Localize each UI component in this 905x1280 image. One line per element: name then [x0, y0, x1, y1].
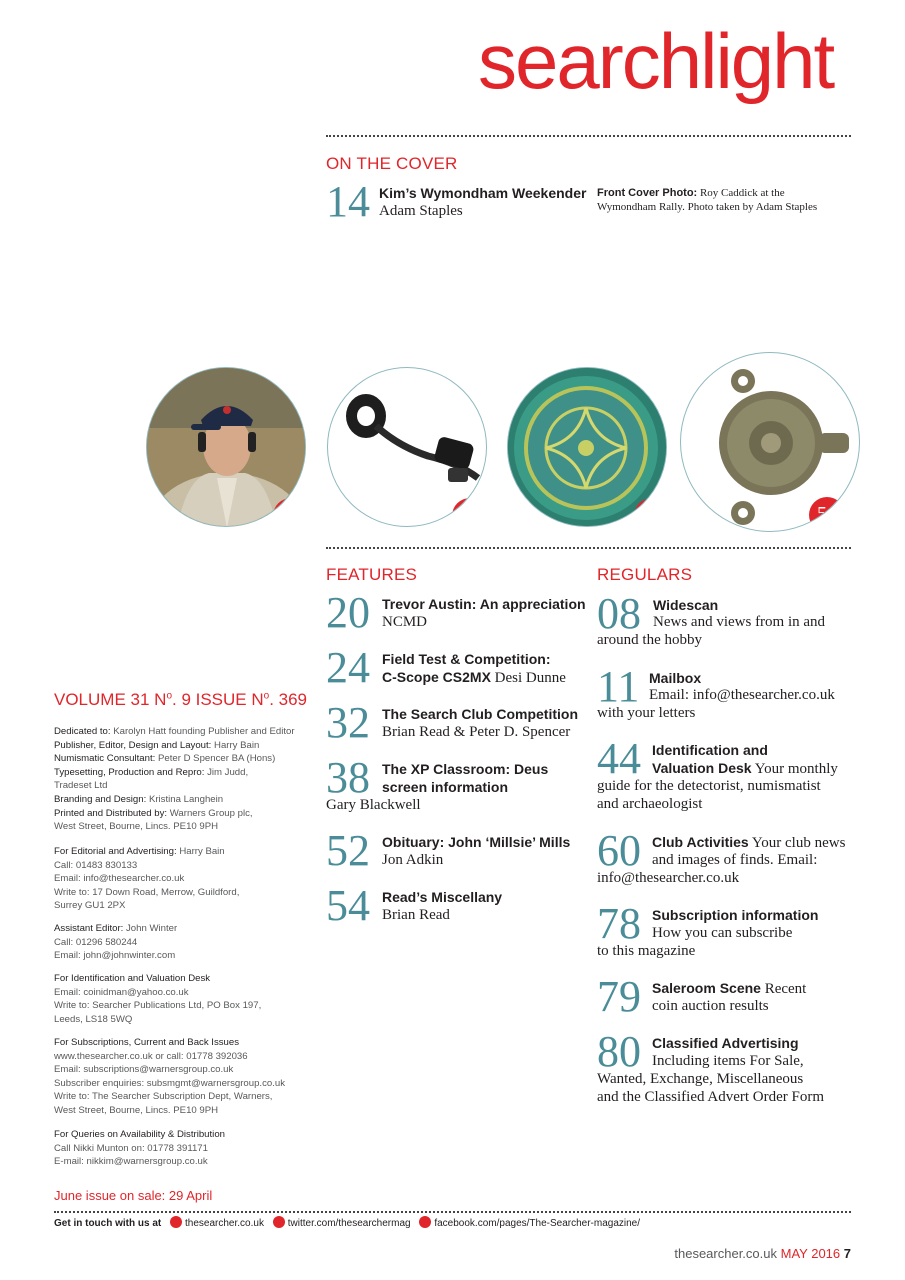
feature-item[interactable] — [326, 588, 591, 637]
credit-value: Tradeset Ltd — [54, 780, 108, 792]
cover-author: Adam Staples — [379, 203, 463, 219]
credit-label: Numismatic Consultant: — [54, 753, 156, 765]
credit-line — [54, 807, 324, 821]
credit-value: Email: info@thesearcher.co.uk — [54, 873, 185, 885]
credit-value: Karolyn Hatt founding Publisher and Editor — [110, 726, 295, 737]
credit-line — [54, 845, 324, 859]
footer-lead: Get in touch with us at — [54, 1218, 162, 1229]
credit-label: Branding and Design: — [54, 793, 147, 805]
credit-line — [54, 779, 324, 793]
thumb-detector[interactable] — [327, 367, 487, 527]
credit-line — [54, 793, 324, 807]
feature-page-number: 32 — [326, 698, 370, 747]
credit-value: Email: subscriptions@warnersgroup.co.uk — [54, 1064, 234, 1076]
credit-value: Write to: 17 Down Road, Merrow, Guildford, — [54, 886, 240, 898]
feature-item[interactable] — [326, 881, 591, 930]
regular-item[interactable] — [597, 734, 852, 812]
feature-page-number: 52 — [326, 826, 370, 875]
regular-desc: Your club news — [748, 835, 846, 851]
thumb-badge-24: 24 — [452, 498, 487, 527]
regular-page-number: 44 — [597, 734, 641, 783]
regular-desc: News and views from in and — [653, 614, 826, 630]
feature-item[interactable] — [326, 698, 591, 747]
credit-value: Warners Group plc, — [167, 807, 253, 819]
distribution-block — [54, 1128, 324, 1169]
regular-page-number: 80 — [597, 1027, 641, 1076]
cover-heading: ON THE COVER — [326, 154, 458, 173]
cover-item[interactable] — [326, 177, 596, 226]
regular-desc: guide for the detectorist, numismatist — [597, 778, 821, 794]
credit-line — [54, 1077, 324, 1091]
credit-line — [54, 1090, 324, 1104]
regular-page-number: 60 — [597, 826, 641, 875]
regular-desc: Wanted, Exchange, Miscellaneous — [597, 1071, 804, 1087]
regular-desc: How you can subscribe — [652, 925, 793, 941]
regular-item[interactable] — [597, 972, 852, 1021]
photo-credit-label: Front Cover Photo: — [597, 187, 698, 199]
credit-value: Email: coinidman@yahoo.co.uk — [54, 986, 189, 998]
credit-value: West Street, Bourne, Lincs. PE10 9PH — [54, 1104, 219, 1116]
credit-value: West Street, Bourne, Lincs. PE10 9PH — [54, 821, 219, 833]
twitter-icon — [273, 1216, 285, 1228]
credit-line — [54, 725, 324, 739]
volume-issue — [54, 690, 307, 710]
credit-label: Dedicated to: — [54, 726, 111, 737]
credit-line — [54, 859, 324, 873]
credit-value: Jim Judd, — [204, 766, 249, 778]
feature-author: Jon Adkin — [382, 852, 444, 868]
credit-line — [54, 949, 324, 963]
regular-desc: and images of finds. Email: — [652, 852, 818, 868]
footer-website-link[interactable]: thesearcher.co.uk — [185, 1218, 264, 1229]
thumb-photo-man[interactable] — [146, 367, 306, 527]
photo-credit-text-2: Wymondham Rally. Photo taken by Adam Staples — [597, 201, 818, 213]
feature-page-number: 20 — [326, 588, 370, 637]
credit-value: Leeds, LS18 5WQ — [54, 1013, 133, 1025]
regular-item[interactable] — [597, 899, 852, 960]
credit-line — [54, 872, 324, 886]
feature-item[interactable] — [326, 826, 591, 875]
credit-line — [54, 739, 324, 753]
divider-top — [326, 135, 851, 137]
feature-author: NCMD — [382, 614, 428, 630]
photo-credit-text-1: Roy Caddick at the — [697, 187, 785, 199]
regular-item[interactable] — [597, 1027, 852, 1106]
cover-page-number: 14 — [326, 177, 370, 226]
folio-page-number: 7 — [843, 1246, 851, 1261]
regular-desc: and archaeologist — [597, 796, 703, 812]
regular-item[interactable] — [597, 826, 852, 887]
credit-value: Call: 01483 830133 — [54, 859, 138, 871]
regular-desc: coin auction results — [652, 998, 769, 1014]
regular-title: Classified Advertising — [652, 1035, 799, 1051]
assistant-editor-block — [54, 922, 324, 963]
thumb-badge-32: 32 — [634, 498, 667, 527]
masthead-logo — [478, 17, 834, 105]
cover-photo-credit — [597, 186, 817, 214]
credit-label: For Queries on Availability & Distribution — [54, 1129, 225, 1140]
credit-line — [54, 1050, 324, 1064]
web-icon — [170, 1216, 182, 1228]
credit-line — [54, 986, 324, 1000]
volume-text-mid: . 9 ISSUE N — [172, 690, 264, 709]
credit-line — [54, 1013, 324, 1027]
editorial-contact-block — [54, 845, 324, 913]
credit-label: For Identification and Valuation Desk — [54, 973, 211, 984]
feature-author: Gary Blackwell — [326, 797, 421, 813]
credit-label: Assistant Editor: — [54, 923, 124, 934]
credit-value: Peter D Spencer BA (Hons) — [155, 753, 276, 765]
feature-author: Desi Dunne — [490, 670, 566, 686]
regular-title: Identification and — [652, 742, 768, 758]
volume-text: VOLUME 31 N — [54, 690, 167, 709]
credit-line — [54, 1063, 324, 1077]
feature-title: Obituary: John ‘Millsie’ Mills — [382, 834, 571, 850]
masthead-part1: search — [478, 17, 701, 105]
feature-author: Brian Read — [382, 907, 450, 923]
regulars-heading: REGULARS — [597, 565, 693, 584]
masthead-part2: light — [700, 17, 834, 105]
folio-site: thesearcher.co.uk — [674, 1246, 777, 1261]
regular-title-2: Valuation Desk — [652, 760, 752, 776]
feature-title: Read’s Miscellany — [382, 889, 503, 905]
regular-page-number: 78 — [597, 899, 641, 948]
facebook-icon — [419, 1216, 431, 1228]
credit-label: For Editorial and Advertising: — [54, 846, 177, 857]
credit-line — [54, 1036, 324, 1050]
subscriptions-block — [54, 1036, 324, 1118]
regular-desc: with your letters — [597, 705, 696, 721]
credit-label: For Subscriptions, Current and Back Issues — [54, 1037, 240, 1048]
credit-value: Kristina Langhein — [146, 793, 224, 805]
folio-month: MAY 2016 — [780, 1246, 841, 1261]
credit-value: Subscriber enquiries: subsmgmt@warnersgroup.co.uk — [54, 1077, 286, 1089]
regular-desc: to this magazine — [597, 943, 696, 959]
credits-block — [54, 725, 324, 834]
credit-value: Call: 01296 580244 — [54, 936, 138, 948]
regular-desc: info@thesearcher.co.uk — [597, 870, 740, 886]
credit-line — [54, 972, 324, 986]
regular-page-number: 08 — [597, 589, 641, 638]
credit-value: Harry Bain — [176, 846, 225, 857]
feature-title: The Search Club Competition — [382, 706, 579, 722]
credit-line — [54, 1155, 324, 1169]
regular-title: Club Activities — [652, 834, 749, 850]
regular-item[interactable] — [597, 589, 852, 648]
regular-title: Subscription information — [652, 907, 819, 923]
credit-value: Email: john@johnwinter.com — [54, 950, 176, 962]
credit-line — [54, 922, 324, 936]
feature-title-2: screen information — [382, 779, 509, 795]
feature-page-number: 24 — [326, 643, 370, 692]
credit-line — [54, 936, 324, 950]
credit-line — [54, 999, 324, 1013]
credit-line — [54, 1128, 324, 1142]
page-folio — [674, 1246, 851, 1261]
identification-desk-block — [54, 972, 324, 1026]
regular-title: Mailbox — [649, 670, 702, 686]
regular-desc: Email: info@thesearcher.co.uk — [649, 687, 835, 703]
regular-page-number: 79 — [597, 972, 641, 1021]
credit-line — [54, 820, 324, 834]
credit-line — [54, 1104, 324, 1118]
credit-value: John Winter — [123, 923, 178, 934]
credit-value: Call Nikki Munton on: 01778 391171 — [54, 1142, 208, 1154]
regular-desc: and the Classified Advert Order Form — [597, 1089, 825, 1105]
credit-line — [54, 899, 324, 913]
cover-title: Kim’s Wymondham Weekender — [379, 185, 587, 201]
footer-facebook-link[interactable]: facebook.com/pages/The-Searcher-magazine/ — [434, 1218, 641, 1229]
feature-title: The XP Classroom: Deus — [382, 761, 549, 777]
feature-title-2: C-Scope CS2MX — [382, 669, 491, 685]
credit-value: Harry Bain — [211, 739, 260, 751]
credit-label: Printed and Distributed by: — [54, 807, 168, 819]
feature-title: Trevor Austin: An appreciation — [382, 596, 586, 612]
divider-middle — [326, 547, 851, 549]
regular-desc: around the hobby — [597, 632, 702, 648]
feature-title: Field Test & Competition: — [382, 651, 551, 667]
regular-desc: Recent — [760, 981, 807, 997]
volume-text-end: . 369 — [269, 690, 308, 709]
regular-desc: Including items For Sale, — [652, 1053, 804, 1069]
credit-line — [54, 752, 324, 766]
thumb-brooch[interactable] — [680, 352, 860, 532]
feature-author: Brian Read & Peter D. Spencer — [382, 724, 571, 740]
credit-label: Typesetting, Production and Repro: — [54, 766, 205, 778]
credit-line — [54, 886, 324, 900]
feature-page-number: 38 — [326, 753, 370, 802]
feature-item[interactable] — [326, 753, 591, 818]
thumb-badge-54: 54 — [809, 497, 845, 532]
volume-sup-2: o — [263, 690, 270, 702]
credit-value: Write to: Searcher Publications Ltd, PO Box 197, — [54, 1000, 262, 1012]
thumb-badge-20: 20 — [273, 498, 306, 527]
regular-item[interactable] — [597, 662, 852, 721]
regular-page-number: 11 — [597, 662, 640, 711]
credit-value: E-mail: nikkim@warnersgroup.co.uk — [54, 1156, 208, 1168]
thumb-disc[interactable] — [507, 367, 667, 527]
footer-contacts — [54, 1216, 640, 1229]
regular-title: Widescan — [653, 597, 719, 613]
credit-value: www.thesearcher.co.uk or call: 01778 392036 — [54, 1050, 248, 1062]
volume-sup: o — [166, 690, 172, 702]
credit-line — [54, 1142, 324, 1156]
features-heading: FEATURES — [326, 565, 418, 584]
on-sale-date: June issue on sale: 29 April — [54, 1188, 213, 1203]
regular-title: Saleroom Scene — [652, 980, 761, 996]
feature-page-number: 54 — [326, 881, 370, 930]
credit-value: Write to: The Searcher Subscription Dept, Warners, — [54, 1091, 273, 1103]
credit-label: Publisher, Editor, Design and Layout: — [54, 739, 212, 751]
credit-value: Surrey GU1 2PX — [54, 900, 126, 912]
feature-item[interactable] — [326, 643, 591, 692]
divider-bottom — [54, 1211, 851, 1213]
regular-desc: Your monthly — [751, 761, 838, 777]
credit-line — [54, 766, 324, 780]
footer-twitter-link[interactable]: twitter.com/thesearchermag — [287, 1218, 411, 1229]
